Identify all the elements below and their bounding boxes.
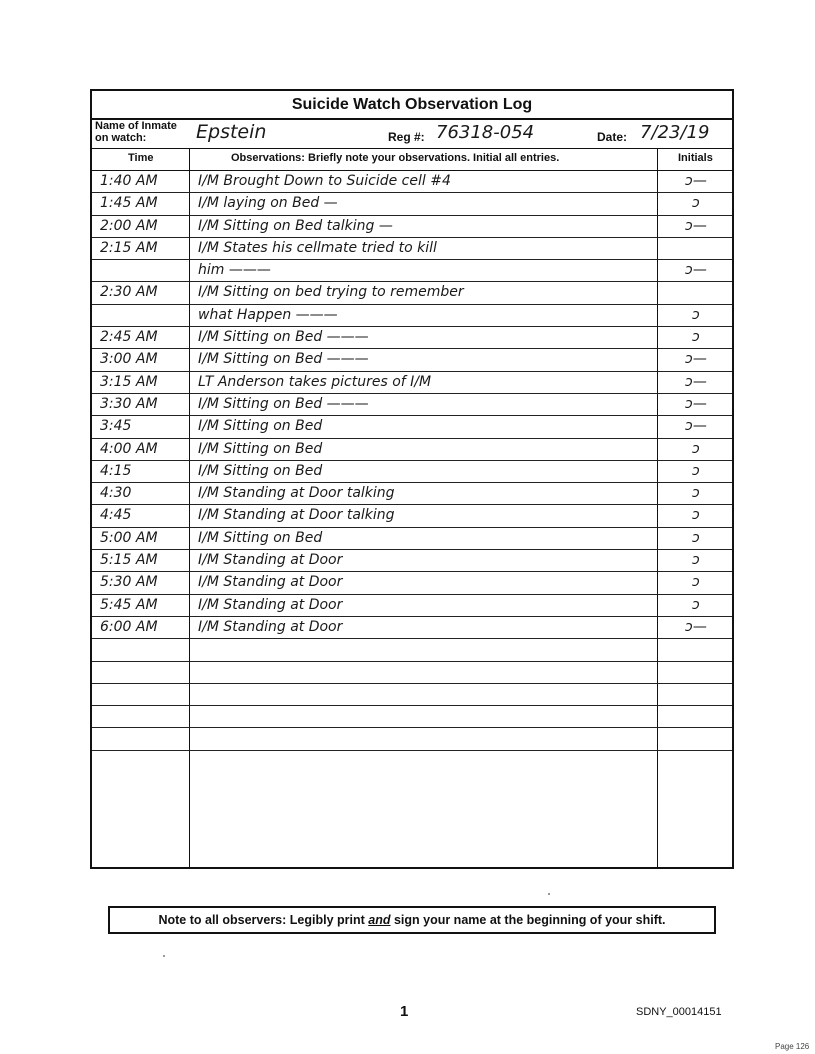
log-row [92,193,732,215]
entry-observation: him ——— [198,262,271,279]
entry-observation: I/M States his cellmate tried to kill [198,239,437,256]
entry-time [100,706,185,727]
col-header-time: Time [128,152,154,164]
entry-time [100,305,185,326]
entry-time: 4:00 AM [100,440,158,457]
entry-time [100,639,185,660]
entry-observation [198,684,658,705]
entry-initials [664,639,728,660]
entry-time: 5:45 AM [100,596,158,613]
entry-initials [664,282,728,303]
log-row [92,238,732,260]
log-row [92,550,732,572]
entry-initials: ↄ [692,485,700,502]
reg-number-value: 76318-054 [436,122,535,143]
entry-initials: ↄ [692,596,700,613]
log-row [92,349,732,371]
entry-initials: ↄ— [685,262,707,279]
entry-initials [664,728,728,749]
entry-initials: ↄ— [685,418,707,435]
entry-initials: ↄ [692,552,700,569]
log-row [92,282,732,304]
log-row [92,639,732,661]
col-header-observations: Observations: Briefly note your observations. Initial all entries. [231,152,560,164]
page-label: Page 126 [775,1042,810,1051]
log-row [92,706,732,728]
entry-time: 2:30 AM [100,284,158,301]
entry-observation [198,639,658,660]
entry-time [100,662,185,683]
entry-observation: I/M laying on Bed — [198,195,338,212]
entry-time [100,728,185,749]
entry-initials: ↄ— [685,351,707,368]
entry-observation: I/M Standing at Door talking [198,507,395,524]
entry-observation [198,706,658,727]
entry-observation: LT Anderson takes pictures of I/M [198,373,432,390]
inmate-info-row [92,118,732,149]
entry-initials [664,662,728,683]
entry-initials: ↄ— [685,173,707,189]
entry-time [100,684,185,705]
entry-time: 4:15 [100,462,132,479]
log-row [92,260,732,282]
entry-time: 3:15 AM [100,373,158,390]
log-entries [92,171,732,751]
entry-time: 6:00 AM [100,618,158,635]
entry-observation: what Happen ——— [198,306,338,323]
entry-time: 1:40 AM [100,173,158,189]
log-row [92,662,732,684]
entry-observation: I/M Sitting on Bed ——— [198,329,369,346]
entry-time: 2:15 AM [100,239,158,256]
entry-time [100,260,185,281]
reg-label: Reg #: [388,130,425,144]
log-row [92,617,732,639]
observer-note [108,906,716,934]
entry-observation: I/M Standing at Door [198,618,343,635]
note-emphasis: and [368,913,391,927]
entry-observation: I/M Sitting on bed trying to remember [198,284,464,301]
entry-initials: ↄ— [685,618,707,635]
entry-observation: I/M Sitting on Bed talking — [198,217,393,234]
log-row [92,684,732,706]
entry-time: 4:45 [100,507,132,524]
entry-time: 3:30 AM [100,395,158,412]
log-row [92,216,732,238]
entry-observation [198,728,658,749]
bates-number: SDNY_00014151 [636,1006,722,1018]
entry-time: 5:30 AM [100,574,158,591]
entry-observation: I/M Sitting on Bed ——— [198,395,369,412]
entry-initials: ↄ [692,507,700,524]
entry-initials: ↄ [692,329,700,346]
entry-initials [664,706,728,727]
entry-initials: ↄ— [685,373,707,390]
note-suffix: sign your name at the beginning of your shift. [390,913,666,927]
col-header-initials: Initials [678,152,713,164]
entry-initials [664,684,728,705]
entry-initials: ↄ [692,574,700,591]
form-title: Suicide Watch Observation Log [92,91,732,120]
scan-speck [548,893,550,895]
log-row [92,461,732,483]
entry-observation [198,662,658,683]
log-row [92,505,732,527]
entry-initials: ↄ— [685,395,707,412]
entry-initials: ↄ [692,306,700,323]
date-value: 7/23/19 [640,122,710,143]
entry-initials: ↄ [692,440,700,457]
page-number: 1 [400,1003,409,1020]
log-row [92,728,732,750]
entry-time: 1:45 AM [100,195,158,212]
entry-initials: ↄ— [685,217,707,234]
entry-observation: I/M Sitting on Bed ——— [198,351,369,368]
entry-observation: I/M Brought Down to Suicide cell #4 [198,173,451,189]
log-row [92,416,732,438]
log-row [92,327,732,349]
note-prefix: Note to all observers: Legibly print [158,913,369,927]
entry-initials: ↄ [692,462,700,479]
observation-log-form [90,89,734,869]
entry-time: 3:00 AM [100,351,158,368]
entry-observation: I/M Standing at Door [198,552,343,569]
entry-initials [664,238,728,259]
scan-speck [163,955,165,957]
entry-time: 3:45 [100,418,132,435]
entry-time: 2:00 AM [100,217,158,234]
entry-observation: I/M Standing at Door [198,574,343,591]
entry-initials: ↄ [692,529,700,546]
log-row [92,483,732,505]
log-row [92,572,732,594]
entry-time: 2:45 AM [100,329,158,346]
entry-observation: I/M Standing at Door [198,596,343,613]
column-header-row [92,148,732,171]
entry-observation: I/M Sitting on Bed [198,462,323,479]
entry-observation: I/M Sitting on Bed [198,440,323,457]
name-label: Name of Inmate on watch: [95,120,177,144]
date-label: Date: [597,130,628,144]
entry-observation: I/M Standing at Door talking [198,485,395,502]
log-row [92,305,732,327]
entry-initials: ↄ [692,195,700,212]
entry-observation: I/M Sitting on Bed [198,418,323,435]
inmate-name-value: Epstein [196,121,267,143]
log-row [92,595,732,617]
log-row [92,439,732,461]
log-row [92,394,732,416]
entry-time: 5:15 AM [100,552,158,569]
log-row [92,528,732,550]
entry-time: 5:00 AM [100,529,158,546]
entry-observation: I/M Sitting on Bed [198,529,323,546]
entry-time: 4:30 [100,485,132,502]
log-row [92,171,732,193]
log-row [92,372,732,394]
